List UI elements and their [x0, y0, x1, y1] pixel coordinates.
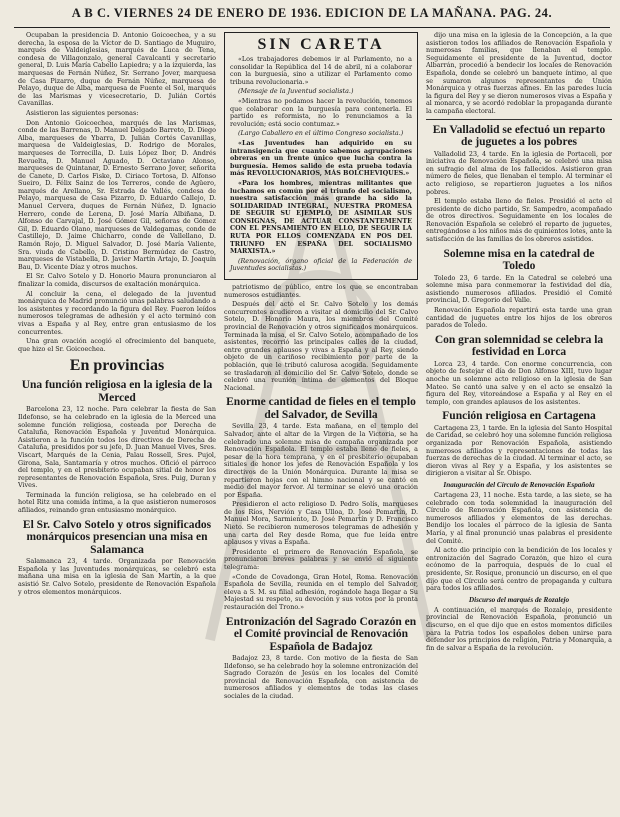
- paragraph: Barcelona 23, 12 noche. Para celebrar la fiesta de San Ildefonso, se ha celebrado en la iglesia de la Merced una solemne función religiosa, costeada por Derecha de Cataluña, Renovación Española y Juventud Monárquica. Asistieron a la función todos los directivos de Derecha de Cataluña, presididos por su jefe, D. Juan Manuel Vives, Sres. Viscart, Marqués de la Cenia, Palau Rossell, Sres. Pujol, Girona, Sala, Santamaría y otros muchos. Ofició el párroco del templo, y en el presbiterio ocupaban sitial de honor los representantes de Renovación Española, Sres. Puig, Duran y Vives.: [18, 405, 216, 490]
- paragraph: Salamanca 23, 4 tarde. Organizada por Renovación Española y las Juventudes monárquicas, se celebró esta mañana una misa en la iglesia de San Martín, a la que asistió Sr. Calvo Sotelo, presidente de Renovación Española y otros elementos monárquicos.: [18, 557, 216, 596]
- paragraph: Al acto dio principio con la bendición de los locales y entronización del Sagrado Corazón, que hizo el cura ecónomo de la parroquia, después de lo cual el presidente, Sr. Rosique, pronunció un discurso, en el que dijo que el Círculo será centro de propaganda y cultura para todos los afiliados.: [426, 546, 612, 593]
- paragraph: Presidente el primero de Renovación Española, se pronunciaron breves palabras y se envió el siguiente telegrama:: [224, 547, 418, 572]
- paragraph: Renovación Española repartirá esta tarde una gran cantidad de juguetes entre los hijos de los obreros parados de Toledo.: [426, 306, 612, 330]
- paragraph: Presidieron el acto religioso D. Pedro Solís, marqueses de los Ríos, Nervión y Casa Ulloa, D. José Pemartín, D. Manuel Mora, Sarmiento, D. José Pemartín y D. Francisco Nieto. Se recibieron numerosos telegramas de adhesión y una carta del Rey desde Roma, que fue leída entre aplausos y vivas a España.: [224, 500, 418, 547]
- article-headline: Solemne misa en la catedral de Toledo: [443, 247, 595, 273]
- paragraph: Asistieron las siguientes personas:: [26, 108, 139, 117]
- paragraph: Valladolid 23, 4 tarde. En la iglesia de Portaceli, por iniciativa de Renovación Española, se celebró una misa en sufragio del alma de los fallecidos. Asistieron gran número de fieles, que llenaban el templo. Al terminar el acto religioso, se repartieron juguetes a los niños pobres.: [426, 149, 612, 196]
- column-1: [18, 32, 216, 811]
- quote-source: (Mensaje de la Juventud socialista.): [238, 87, 354, 96]
- quote: «Las Juventudes han adquirido en su intransigencia que cuanto sabemos agrupaciones obreras en un frente único que lucha contra la burguesía. Hemos salido de esta prueba todavía más REVOLUCIONARIOS, MÁS BOLCHEVIQUES.»: [230, 138, 412, 178]
- sin-careta-box: [224, 32, 418, 280]
- paragraph: Una gran ovación acogió el ofrecimiento del banquete, que hizo el Sr. Goicoechea.: [18, 337, 216, 353]
- column-3: [426, 32, 612, 811]
- quote: «Para los hombres, mientras militantes que luchamos en común por el triunfo del socialismo, nuestra satisfacción más grande ha sido la SOLIDARIDAD INTEGRAL, NUESTRA PROMESA DE SEGUIR SU EJEMPLO, DE ASIMILAR SUS CONSIGNAS, DE ACTUAR CONSTANTEMENTE CON EL PENSAMIENTO EN ELLO, DE SEGUIR LA RUTA POR ELLOS COMENZADA EN POS DEL TRIUNFO EN ESPAÑA DEL SOCIALISMO MARXISTA.»: [230, 178, 412, 256]
- quote: «Los trabajadores debemos ir al Parlamento, no a consolidar la República del 14 de abril, ni a colaborar con la burguesía, sino a utilizar el Parlamento como tribuna revolucionaria.»: [230, 55, 412, 86]
- paragraph: patriotismo de público, entre los que se encontraban numerosos estudiantes.: [224, 283, 418, 299]
- paragraph: Toledo 23, 6 tarde. En la Catedral se celebró una solemne misa para conmemorar la festividad del día, asistiendo numerosos afiliados. Presidió el Comité provincial, D. Gregorio del Valle.: [426, 273, 612, 305]
- paragraph: dijo una misa en la iglesia de la Concepción, a la que asistieron todos los afiliados de Renovación Española y numerosas familias, que llenaban el templo. Seguidamente el presidente de la Juventud, doctor Albarrán, procedió a bendecir los locales de Renovación Española, donde se celebró un banquete íntimo, al que se sumaron algunos representantes de Unión Monárquica y otras fuerzas afines. En las paredes lucía la figura del Rey y se dieron numerosos vivas a España y al monarca, y se acordó redoblar la propaganda durante la campaña electoral.: [426, 32, 612, 115]
- paragraph: A continuación, el marqués de Rozalejo, presidente provincial de Renovación Española, pronunció un discurso, en el que dijo que en estos momentos difíciles para la Patria todos los españoles deben unirse para defender los principios de religión, Patria y Monarquía, a fin de salvar a España de la revolución.: [426, 605, 612, 652]
- article-subheadline: Discurso del marqués de Rozalejo: [468, 595, 570, 604]
- article-subheadline: Inauguración del Círculo de Renovación Española: [443, 481, 595, 490]
- box-title: SIN CARETA: [257, 36, 385, 53]
- paragraph: El Sr. Calvo Sotelo y D. Honorio Maura pronunciaron al finalizar la comida, discursos de exaltación monárquica.: [18, 272, 216, 288]
- paragraph: Badajoz 23, 8 tarde. Con motivo de la fiesta de San Ildefonso, se ha celebrado hoy la solemne entronización del Sagrado Corazón de Jesús en los locales del Comité provincial de Renovación Española, con asistencia de numerosos afiliados y elementos de todas las clases sociales de la ciudad.: [224, 654, 418, 701]
- article-headline: Entronización del Sagrado Corazón en el Comité provincial de Renovación Española de Badajoz: [225, 615, 417, 653]
- article-headline: El Sr. Calvo Sotelo y otros significados monárquicos presencian una misa en Salamanca: [22, 518, 212, 556]
- paragraph: Cartagena 23, 11 noche. Esta tarde, a las siete, se ha celebrado con toda solemnidad la inauguración del Círculo de Renovación Española, con asistencia de numerosos afiliados y elementos de las derechas. Bendijo los locales el párroco de la iglesia de Santa María, y al final pronunció unas palabras el presidente del Comité.: [426, 491, 612, 545]
- header-rule: [14, 27, 610, 28]
- section-heading: En provincias: [69, 357, 165, 375]
- quote-source: (Largo Caballero en el último Congreso socialista.): [238, 129, 404, 138]
- column-2: [224, 32, 418, 811]
- quote: «Mientras no podamos hacer la revolución, tenemos que colaborar con la burguesía para contenerla. El partido es reformista, no lo renunciamos a la revolución; está socio contumaz.»: [230, 96, 412, 128]
- article-headline: En Valladolid se efectuó un reparto de juguetes a los pobres: [432, 123, 606, 149]
- paragraph: «Conde de Covadonga, Gran Hotel, Roma. Renovación Española de Sevilla, reunida en el templo del Salvador, eleva a S. M. su filial adhesión, rogándole haga llegar a Su Majestad su respeto, su devoción y sus votos por la pronta restauración del Trono.»: [224, 572, 418, 611]
- quote-source: (Renovación, órgano oficial de la Federación de Juventudes socialistas.): [230, 256, 412, 273]
- paragraph: Cartagena 23, 1 tarde. En la iglesia del Santo Hospital de Caridad, se celebró hoy una solemne función religiosa organizada por Renovación Española, asistiendo numerosos afiliados y representaciones de todas las fuerzas de derechas de la ciudad. Al terminar el acto, se dieron vivas al Rey y a España, y los asistentes se dirigieron a visitar al Sr. Obispo.: [426, 423, 612, 478]
- article-headline: Enorme cantidad de fieles en el templo del Salvador, de Sevilla: [226, 396, 416, 421]
- paragraph: Al concluir la cena, el delegado de la juventud monárquica de Madrid pronunció unas palabras saludando a los asistentes y recordando la figura del Rey. Fueron leídos numerosos telegramas de adhesión y el acto terminó con vivas a España y al Rey, entre gran entusiasmo de los concurrentes.: [18, 289, 216, 336]
- paragraph: Después del acto el Sr. Calvo Sotelo y los demás concurrentes acudieron a visitar al domicilio del Sr. Calvo Sotelo, D. Honorio Maura, los miembros del Comité provincial de Renovación y otros significados monárquicos. Terminada la misa, el Sr. Calvo Sotelo, acompañado de los asistentes, recorrió las principales calles de la ciudad, entre grandes aplausos y vivas a España y al Rey, siendo objeto de un cariñoso recibimiento por parte de la población, que le tributó calurosa acogida. Seguidamente se trasladaron al domicilio del Sr. Calvo Sotelo, donde se celebró una reunión íntima de elementos del Bloque Nacional.: [224, 300, 418, 392]
- paragraph: Ocupaban la presidencia D. Antonio Goicoechea, y a su derecha, la esposa de la Víctor de D. Santiago de Muguiro, marqués de Valdeiglesias, marqués de Luca de Tena, condesa de Villagonzalo, general Cavalcanti y secretario general, D. Luis María Cabello Lapiedra; y a la izquierda, las marquesas de Fernán Núñez, Sr. Serrano Jover, marquesa de Casa Pizarro, duque de Fernán Núñez, marquesa de Pelayo, duque de Alba, marquesa de Fuente el Sol, marqués de las Marismas y vicesecretario, D. Julián Cortés Cavanillas.: [18, 32, 216, 108]
- article-headline: Una función religiosa en la iglesia de la Merced: [21, 379, 213, 404]
- paragraph: El templo estaba lleno de fieles. Presidió el acto el presidente de dicho partido, Sr. Sampedro, acompañado de otros directivos. Seguidamente en los locales de Renovación Española se celebró el reparto de juguetes, entregándose a los niños más de quinientos lotes, ante la satisfacción de las familias de los obreros asistidos.: [426, 197, 612, 244]
- paragraph: Don Antonio Goicoechea, marqués de las Marismas, conde de las Barrenas, D. Manuel Delgado Barreto, D. Diego Alba, marqueses de Ybarra, D. Julián Cortés Cavanillas, marquesa de Valdeiglesias, D. Rodrigo de Morales, marqueses de Torrecilla, D. Luis López Ibor, D. Andrés Revuelta, D. Manuel Aguado, D. Octaviano Alonso, marqueses de Quintanar, D. Ernesto Serrano Jover, señorita de Canete, D. Carlos Fiske, D. Ciriaco Tortosa, D. Alfonso Sueiro, D. Félix Sainz de los Terreros, conde de Agüero, marqués de Arellano, Sr. Estrada de Vallés, condesa de Pelayo, marquesa de Casa Pizarro, D. Eduardo Callejo, D. Manuel Cervera, duques de Fernán Núñez, D. Ignacio Herrero, conde de Lerena, D. José María Albiñana, D. Alfonso de Carvajal, D. José Gómez Gil, señoras de Gómez Gil, D. Eduardo Olano, marqueses de Valdegamas, conde de Castillejo, D. Jaime Chicharro, conde de Vallellano, D. Ramón Rojo, D. Miguel Salvador, D. José María Valiente, Sra. viuda de Cabello, D. Cristino Bermúdez de Castro, marqueses de Vistabella, D. Javier Martín Artajo, D. Joaquín Bau, D. Vicente Díaz y otros muchos.: [18, 118, 216, 271]
- paragraph: Sevilla 23, 4 tarde. Esta mañana, en el templo del Salvador, ante el altar de la Virgen de la Victoria, se ha celebrado una solemne misa de campaña organizada por Renovación Española. El templo estaba lleno de fieles, a pesar de la hora temprana, y en el presbiterio ocupaban sitiales de honor los jefes de Renovación Española y los directivos de la Unión Monárquica. Durante la misa se repartieron hojas con el himno nacional y se cantó en medio del mayor fervor. Al terminar se elevó una oración por España.: [224, 422, 418, 499]
- article-headline: Función religiosa en Cartagena: [442, 410, 596, 423]
- article-headline: Con gran solemnidad se celebra la festividad en Lorca: [434, 333, 604, 359]
- divider: [426, 119, 612, 120]
- paragraph: Terminada la función religiosa, se ha celebrado en el hotel Ritz una comida íntima, a la que asistieron numerosos afiliados, reinando gran entusiasmo monárquico.: [18, 490, 216, 515]
- page-header: A B C. VIERNES 24 DE ENERO DE 1936. EDICION DE LA MAÑANA. PAG. 24.: [71, 6, 553, 20]
- paragraph: Lorca 23, 4 tarde. Con enorme concurrencia, con objeto de festejar el día de Don Alfonso XIII, tuvo lugar anoche un solemne acto religioso en la iglesia de San Mateo. Se cantó una salve y en el acto se ensalzó la figura del Rey, vitoreándose a España y al Rey en el templo, con grandes aplausos de los asistentes.: [426, 359, 612, 406]
